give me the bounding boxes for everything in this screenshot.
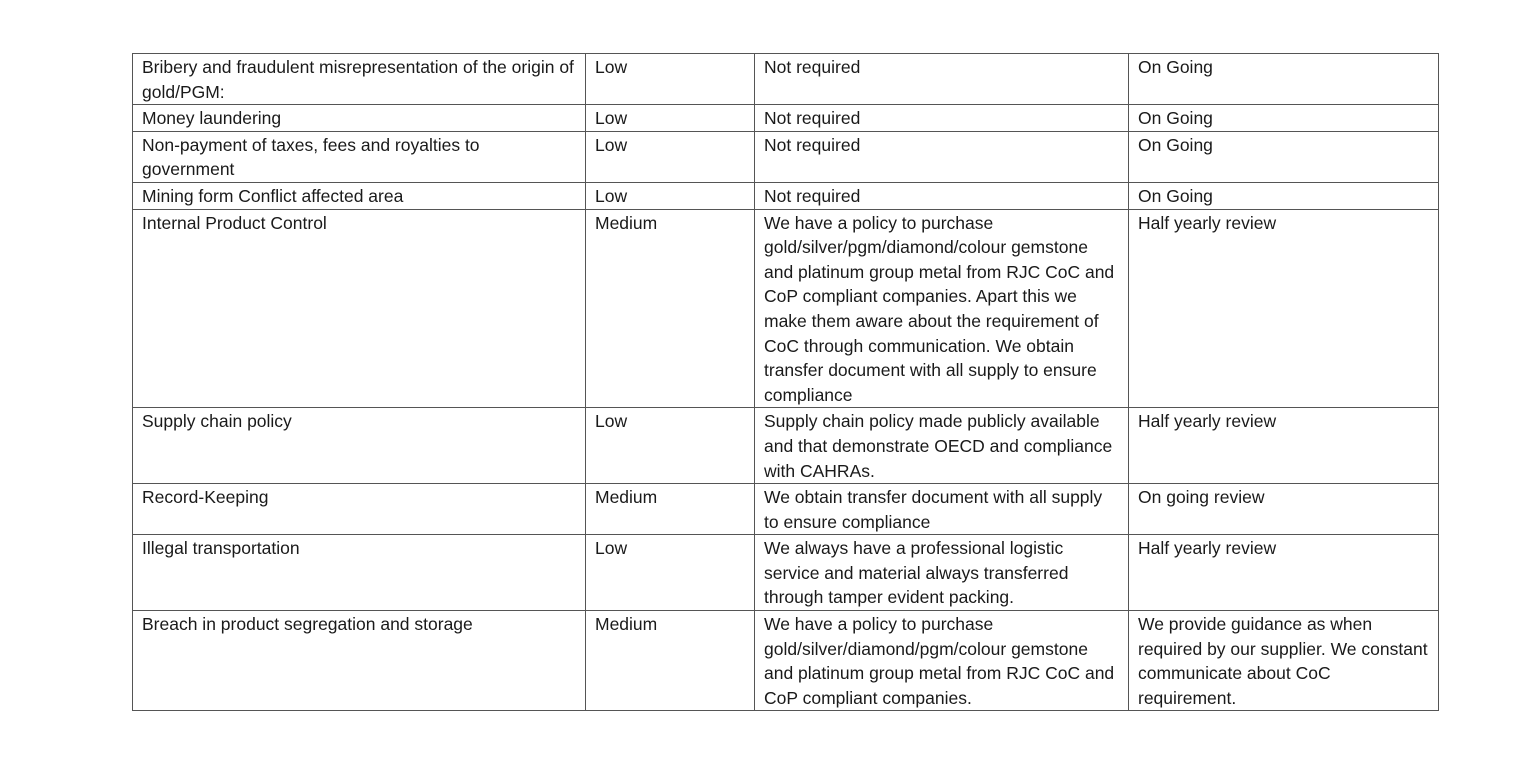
risk-cell: Non-payment of taxes, fees and royalties to government <box>133 131 586 182</box>
review-cell: Half yearly review <box>1129 535 1439 611</box>
mitigation-cell: We always have a professional logistic service and material always transferred through tamper evident packing. <box>755 535 1129 611</box>
table-row <box>133 611 1439 711</box>
table-row <box>133 535 1439 611</box>
risk-cell: Money laundering <box>133 105 586 132</box>
risk-level-cell: Low <box>586 54 755 105</box>
review-cell: On Going <box>1129 105 1439 132</box>
mitigation-cell: Not required <box>755 182 1129 209</box>
risk-cell: Mining form Conflict affected area <box>133 182 586 209</box>
review-cell: We provide guidance as when required by our supplier. We constant communicate about CoC requirement. <box>1129 611 1439 711</box>
risk-cell: Internal Product Control <box>133 209 586 408</box>
review-cell: Half yearly review <box>1129 209 1439 408</box>
risk-assessment-table <box>132 53 1439 711</box>
table-row <box>133 209 1439 408</box>
risk-level-cell: Low <box>586 105 755 132</box>
risk-level-cell: Low <box>586 131 755 182</box>
risk-level-cell: Low <box>586 182 755 209</box>
risk-cell: Breach in product segregation and storage <box>133 611 586 711</box>
risk-level-cell: Medium <box>586 484 755 535</box>
review-cell: Half yearly review <box>1129 408 1439 484</box>
risk-cell: Supply chain policy <box>133 408 586 484</box>
review-cell: On Going <box>1129 182 1439 209</box>
table-row <box>133 105 1439 132</box>
risk-level-cell: Low <box>586 408 755 484</box>
review-cell: On Going <box>1129 131 1439 182</box>
mitigation-cell: We have a policy to purchase gold/silver/pgm/diamond/colour gemstone and platinum group metal from RJC CoC and CoP compliant companies. Apart this we make them aware about the requirement of CoC through communication. We obtain transfer document with all supply to ensure compliance <box>755 209 1129 408</box>
mitigation-cell: Not required <box>755 54 1129 105</box>
risk-level-cell: Medium <box>586 611 755 711</box>
mitigation-cell: We have a policy to purchase gold/silver/diamond/pgm/colour gemstone and platinum group metal from RJC CoC and CoP compliant companies. <box>755 611 1129 711</box>
mitigation-cell: We obtain transfer document with all supply to ensure compliance <box>755 484 1129 535</box>
table-row <box>133 54 1439 105</box>
risk-cell: Illegal transportation <box>133 535 586 611</box>
risk-level-cell: Medium <box>586 209 755 408</box>
table-row <box>133 484 1439 535</box>
risk-cell: Bribery and fraudulent misrepresentation of the origin of gold/PGM: <box>133 54 586 105</box>
mitigation-cell: Not required <box>755 105 1129 132</box>
risk-level-cell: Low <box>586 535 755 611</box>
mitigation-cell: Supply chain policy made publicly available and that demonstrate OECD and compliance with CAHRAs. <box>755 408 1129 484</box>
review-cell: On going review <box>1129 484 1439 535</box>
table-row <box>133 408 1439 484</box>
risk-cell: Record-Keeping <box>133 484 586 535</box>
mitigation-cell: Not required <box>755 131 1129 182</box>
table-row <box>133 182 1439 209</box>
review-cell: On Going <box>1129 54 1439 105</box>
table-row <box>133 131 1439 182</box>
